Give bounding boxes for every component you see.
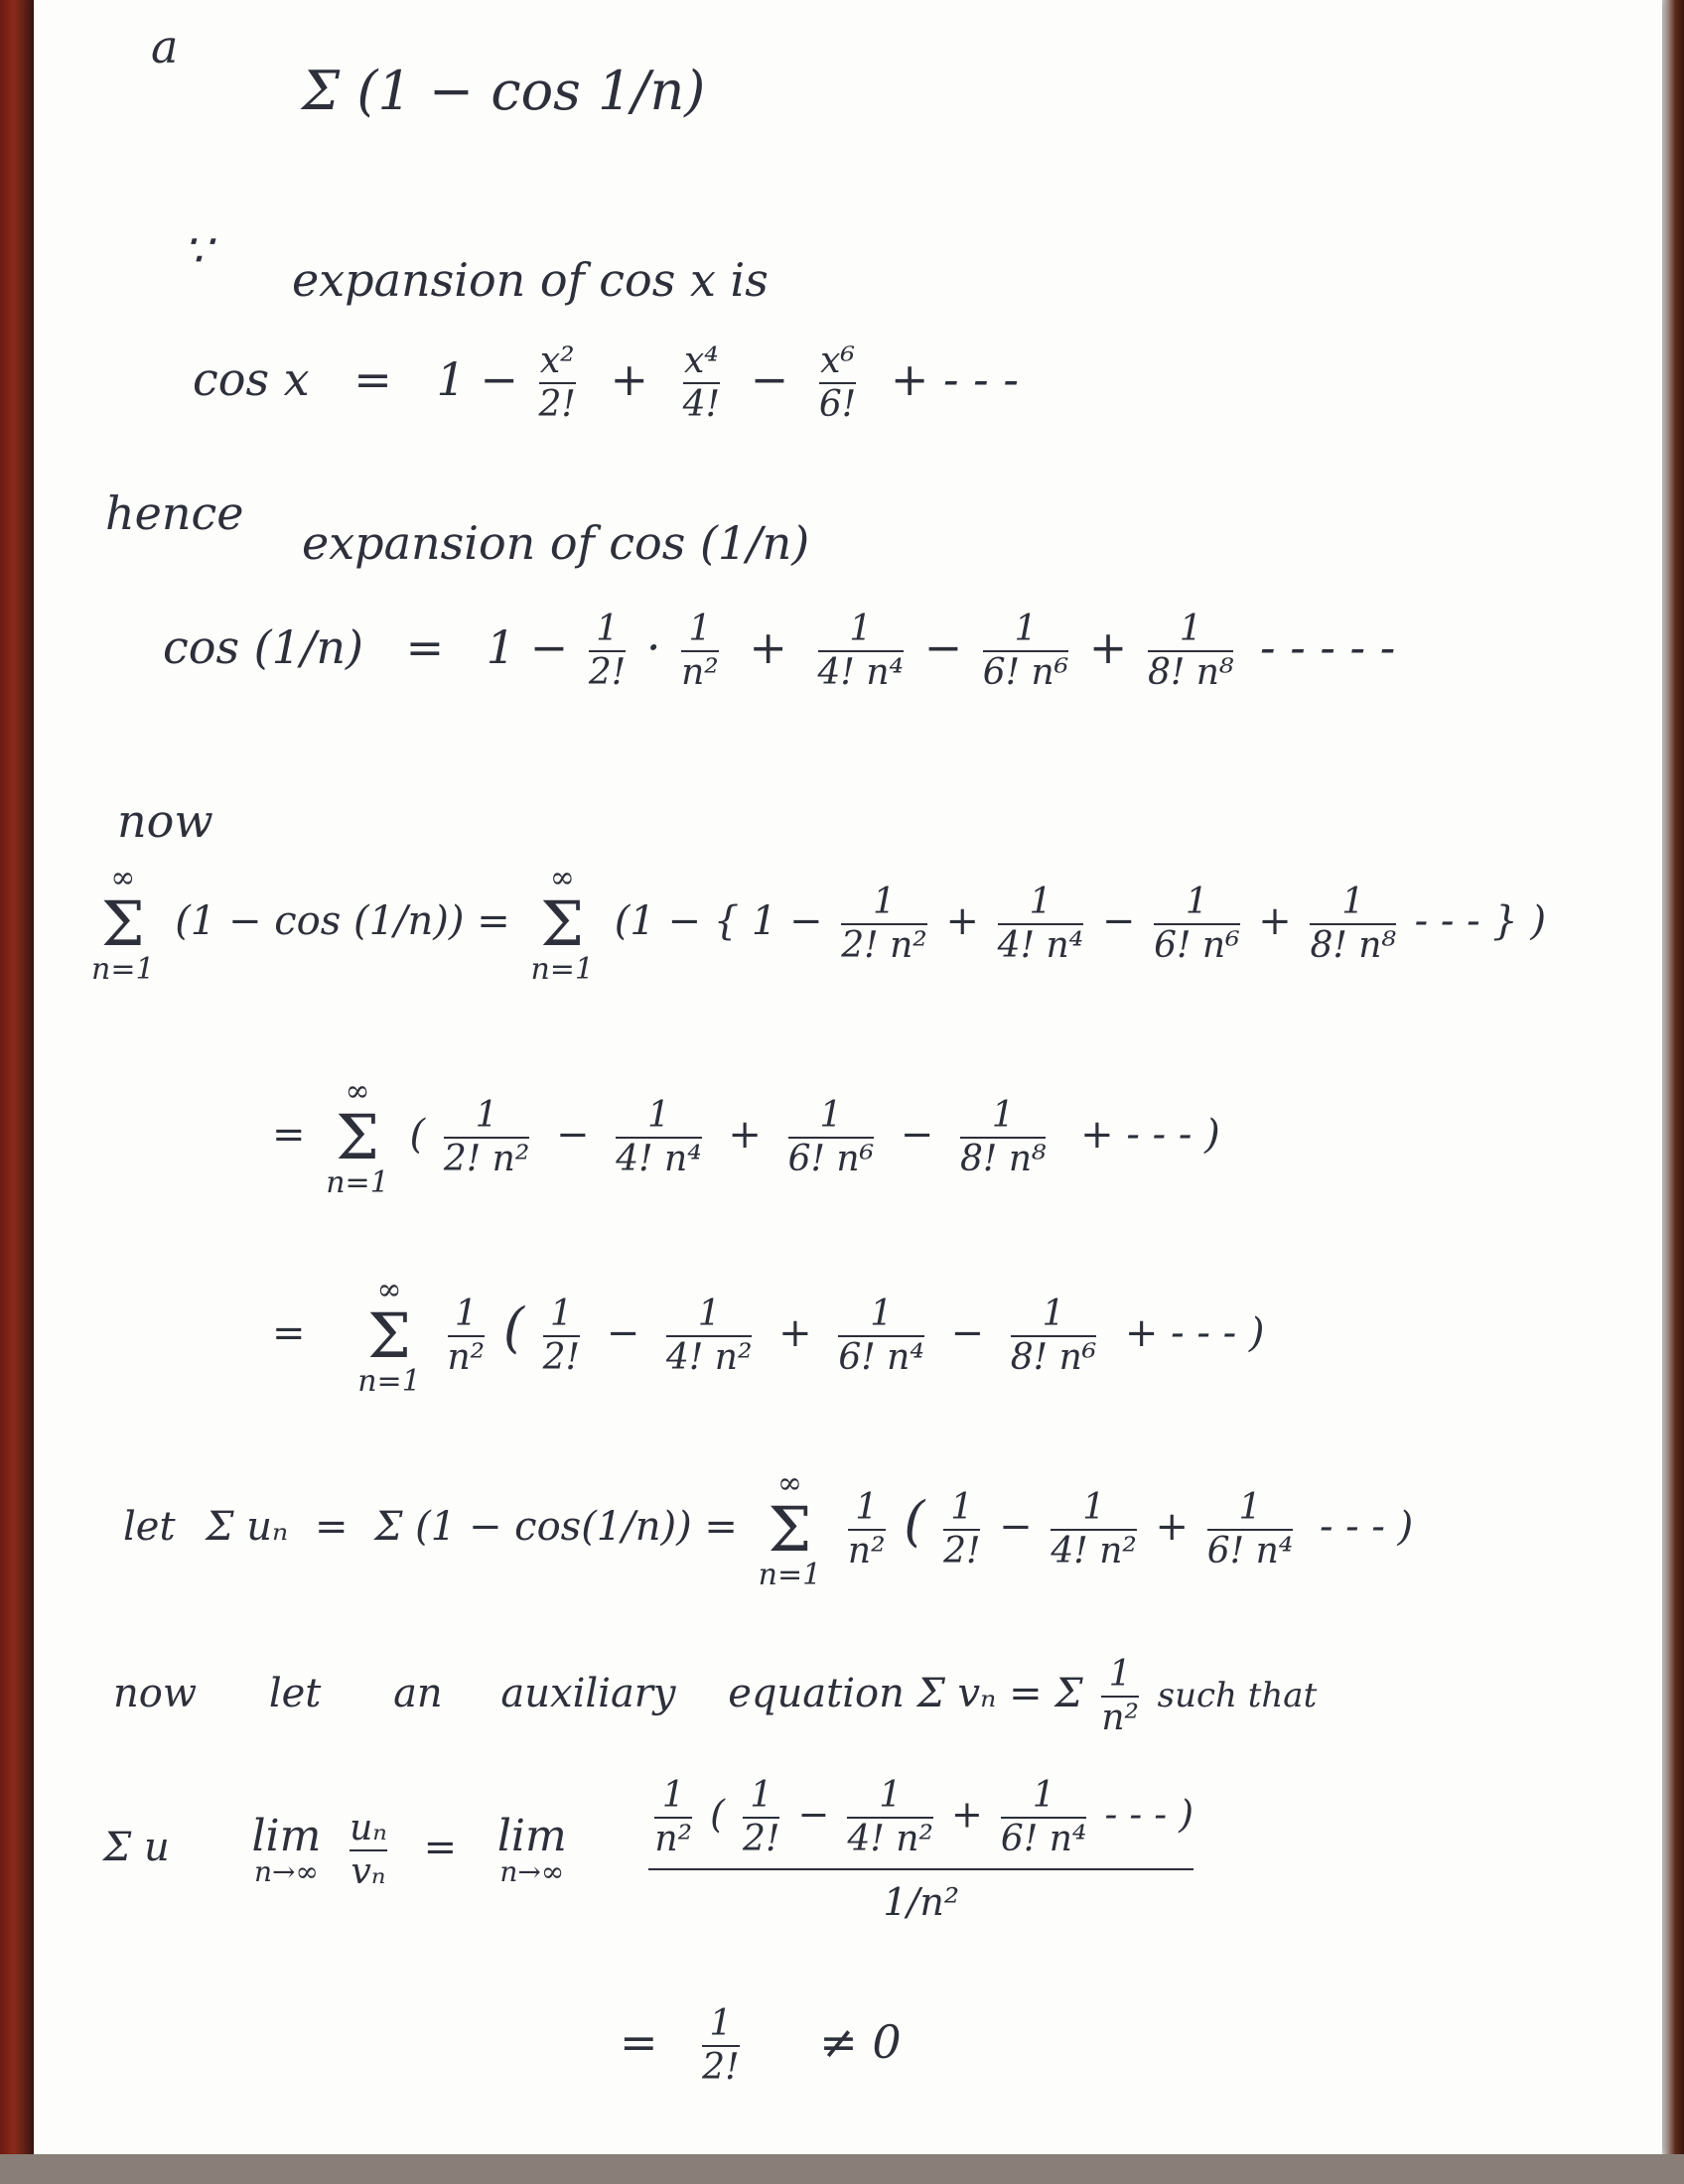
- page-edge-right: [1662, 0, 1684, 2184]
- limit-big-fraction: $\frac{1}{\text{n²}}$ ( $\frac{1}{2!}$ − $\frac{1}{\text{4! n²}}$ + $\frac{1}{\text{6! n⁴}}$ - - - ) 1/n²: [648, 1777, 1193, 1924]
- step-1: ∞ Σ n=1 (1 − cos (1/n)) = ∞ Σ n=1 (1 − { 1 − $\frac{1}{\text{2! n²}}$ + $\frac{1}{\text{4! n⁴}}$ − $\frac{1}{\text{6! n⁶}}$ + $\frac{1}{\text{8! n⁸}}$ - - - } ): [91, 861, 1547, 987]
- now-label: now: [117, 794, 213, 848]
- page-edge-bottom: [0, 2154, 1684, 2184]
- let-line: let Σ uₙ = Σ (1 − cos(1/n)) = ∞ Σ n=1 $\frac{1}{\text{n²}}$ ( $\frac{1}{2!}$ − $\frac{1}{\text{4! n²}}$ + $\frac{1}{\text{6! n⁴}}$ - - - ): [123, 1466, 1414, 1592]
- limit-line: Σ u lim n→∞ $\frac{\text{uₙ}}{\text{vₙ}}$ = lim n→∞ $\frac{1}{\text{n²}}$ ( $\frac{1}{2!}$ − $\frac{1}{\text{4! n²}}$ + $\frac{1}{\text{6! n⁴}}$ - - - ) 1/n²: [103, 1775, 1194, 1924]
- hence-text: expansion of cos (1/n): [302, 516, 810, 570]
- because-symbol: ∵: [183, 223, 212, 277]
- page-edge-left: [0, 0, 34, 2184]
- cos-n-series: cos (1/n) = 1 − $\frac{1}{2!}$ · $\frac{1}{\text{n²}}$ + $\frac{1}{\text{4! n⁴}}$ − $\frac{1}{\text{6! n⁶}}$ + $\frac{1}{\text{8! n⁸}}$ - - - - -: [163, 609, 1396, 693]
- notebook-page: [34, 0, 1662, 2154]
- series-title: Σ (1 − cos 1/n): [302, 60, 706, 122]
- step-3: = ∞ Σ n=1 $\frac{1}{\text{n²}}$ ( $\frac{1}{2!}$ − $\frac{1}{\text{4! n²}}$ + $\frac{1}{\text{6! n⁴}}$ − $\frac{1}{\text{8! n⁶}}$ + - - - ): [272, 1273, 1265, 1399]
- hence-label: hence: [105, 486, 244, 540]
- auxiliary-line: now let an auxiliary equation Σ vₙ = Σ $\frac{1}{\text{n²}}$ such that: [113, 1654, 1318, 1738]
- step-2: = ∞ Σ n=1 ( $\frac{1}{\text{2! n²}}$ − $\frac{1}{\text{4! n⁴}}$ + $\frac{1}{\text{6! n⁶}}$ − $\frac{1}{\text{8! n⁸}}$ + - - - ): [272, 1074, 1220, 1200]
- result-line: = $\frac{1}{2!}$ ≠ 0: [620, 2003, 902, 2088]
- cos-series: cos x = 1 − $\frac{\text{x²}}{2!}$ + $\frac{\text{x⁴}}{4!}$ − $\frac{\text{x⁶}}{6!}$ + - - -: [193, 341, 1019, 425]
- expansion-line: expansion of cos x is: [292, 253, 769, 307]
- label-a: a: [151, 20, 179, 73]
